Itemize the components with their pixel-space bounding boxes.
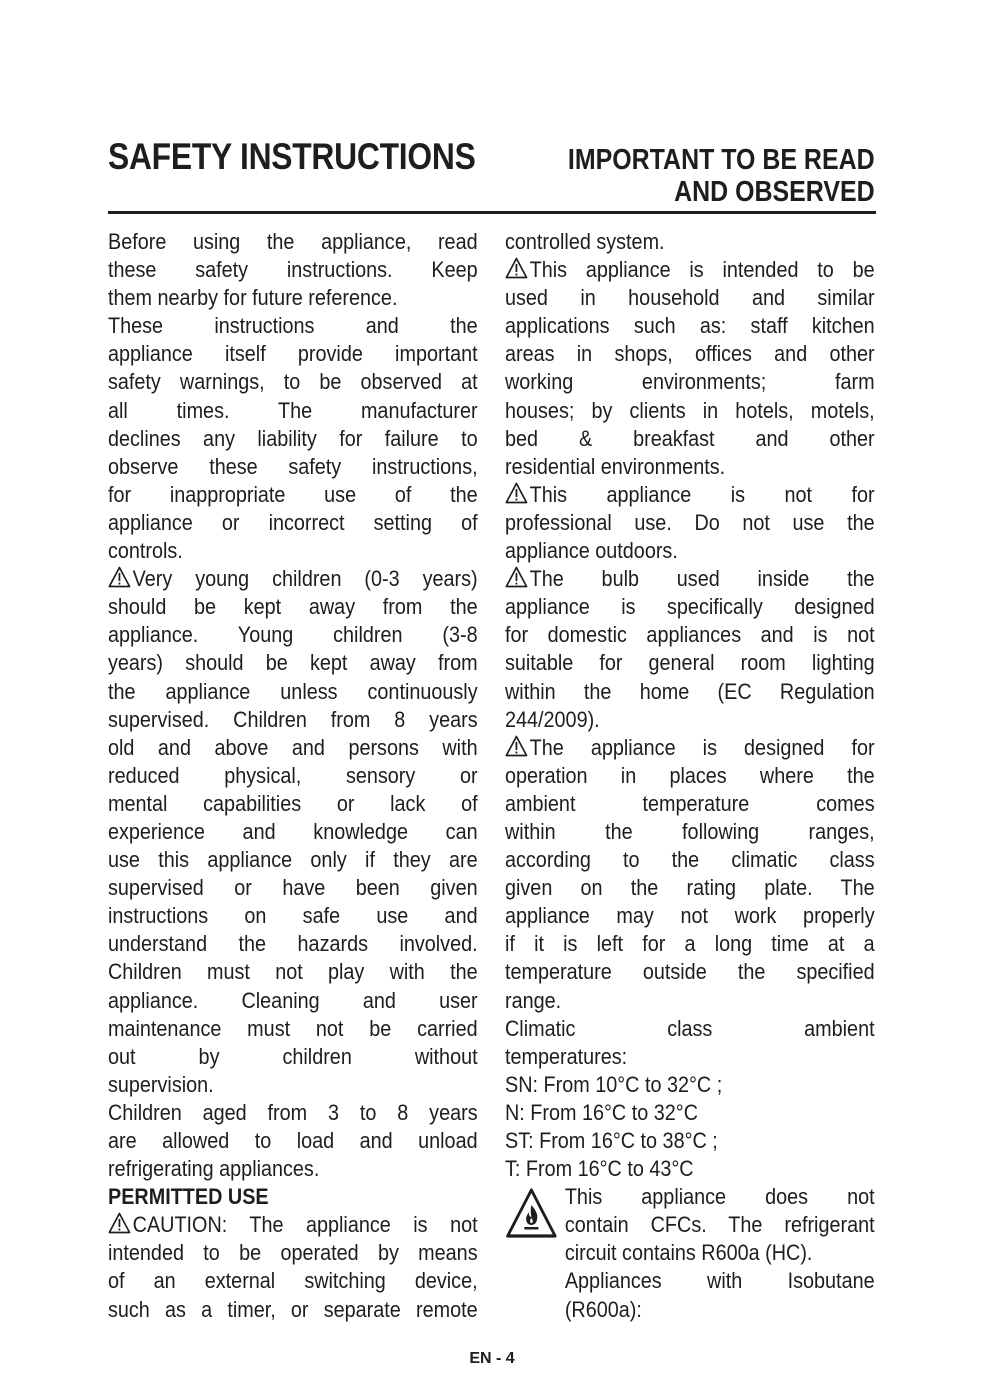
page-subtitle bbox=[568, 144, 875, 208]
warning-icon bbox=[505, 257, 528, 279]
text-line bbox=[108, 312, 478, 340]
text-line bbox=[505, 397, 875, 425]
line-text: all times. The manufacturer bbox=[108, 397, 478, 423]
warning-icon bbox=[505, 735, 528, 757]
text-line bbox=[505, 818, 875, 846]
line-text: The bulb used inside the bbox=[529, 566, 875, 592]
line-text: of an external switching device, bbox=[108, 1268, 478, 1294]
text-line bbox=[505, 874, 875, 902]
line-text: These instructions and the bbox=[108, 313, 478, 339]
line-text: working environments; farm bbox=[505, 369, 875, 395]
line-text: within the following ranges, bbox=[505, 818, 875, 844]
text-line bbox=[505, 649, 875, 677]
text-line bbox=[505, 734, 875, 762]
line-text: controlled system. bbox=[505, 229, 665, 254]
text-line bbox=[505, 1099, 875, 1127]
text-line bbox=[108, 1183, 478, 1211]
line-text: use this appliance only if they are bbox=[108, 847, 478, 873]
text-line bbox=[108, 818, 478, 846]
text-line bbox=[505, 1127, 875, 1155]
text-line bbox=[108, 706, 478, 734]
text-line bbox=[108, 1099, 478, 1127]
line-text: N: From 16°C to 32°C bbox=[505, 1099, 698, 1125]
text-line bbox=[108, 1267, 478, 1295]
text-line bbox=[505, 340, 875, 368]
text-line bbox=[505, 368, 875, 396]
text-line bbox=[108, 1015, 478, 1043]
line-text: controls. bbox=[108, 538, 183, 564]
text-line bbox=[565, 1267, 875, 1295]
line-text: suitable for general room lighting bbox=[505, 650, 875, 676]
line-text: appliance is specifically designed bbox=[505, 594, 875, 620]
line-text: supervised. Children from 8 years bbox=[108, 706, 478, 732]
flammable-notice bbox=[505, 1183, 875, 1323]
text-line bbox=[108, 509, 478, 537]
line-text: years) should be kept away from bbox=[108, 650, 478, 676]
line-text: PERMITTED USE bbox=[108, 1184, 269, 1210]
line-text: bed & breakfast and other bbox=[505, 425, 875, 451]
warning-icon bbox=[505, 482, 528, 504]
line-text: the appliance unless continuously bbox=[108, 678, 478, 704]
paragraph bbox=[108, 228, 478, 312]
text-line bbox=[505, 425, 875, 453]
text-line bbox=[108, 397, 478, 425]
line-text: contain CFCs. The refrigerant bbox=[564, 1212, 875, 1238]
line-text: appliance. Young children (3-8 bbox=[108, 622, 478, 648]
text-line bbox=[505, 762, 875, 790]
line-text: Appliances with Isobutane bbox=[564, 1268, 875, 1294]
paragraph bbox=[108, 312, 478, 565]
text-line bbox=[108, 1043, 478, 1071]
text-line bbox=[108, 565, 478, 593]
line-text: houses; by clients in hotels, motels, bbox=[505, 397, 875, 423]
text-line bbox=[505, 565, 875, 593]
text-line bbox=[505, 987, 875, 1015]
text-line bbox=[505, 1015, 875, 1043]
line-text: within the home (EC Regulation bbox=[505, 678, 875, 704]
line-text: applications such as: staff kitchen bbox=[505, 313, 875, 339]
paragraph bbox=[505, 1155, 875, 1183]
line-text: understand the hazards involved. bbox=[108, 931, 478, 957]
line-text: ambient temperature comes bbox=[505, 790, 875, 816]
text-line bbox=[108, 1071, 478, 1099]
text-line bbox=[108, 453, 478, 481]
line-text: Before using the appliance, read bbox=[108, 229, 478, 254]
text-line bbox=[108, 425, 478, 453]
text-line bbox=[505, 284, 875, 312]
warning-icon bbox=[108, 1212, 131, 1234]
text-line bbox=[108, 649, 478, 677]
line-text: 244/2009). bbox=[505, 706, 600, 732]
paragraph bbox=[108, 1099, 478, 1183]
text-line bbox=[505, 930, 875, 958]
text-line bbox=[108, 790, 478, 818]
line-text: these safety instructions. Keep bbox=[108, 257, 478, 283]
text-line bbox=[565, 1296, 875, 1324]
text-line bbox=[505, 453, 875, 481]
text-line bbox=[565, 1239, 875, 1267]
line-text: out by children without bbox=[108, 1043, 478, 1069]
text-line bbox=[505, 1155, 875, 1183]
text-line bbox=[108, 734, 478, 762]
text-line bbox=[505, 1071, 875, 1099]
line-text: such as a timer, or separate remote bbox=[108, 1296, 478, 1322]
line-text: refrigerating appliances. bbox=[108, 1156, 320, 1182]
text-line bbox=[505, 902, 875, 930]
text-line bbox=[505, 706, 875, 734]
text-line bbox=[505, 593, 875, 621]
line-text: Children must not play with the bbox=[108, 959, 478, 985]
text-line bbox=[108, 678, 478, 706]
line-text: declines any liability for failure to bbox=[108, 425, 478, 451]
text-line bbox=[108, 1127, 478, 1155]
paragraph bbox=[505, 1099, 875, 1127]
text-line bbox=[505, 509, 875, 537]
section-heading bbox=[108, 1183, 478, 1211]
line-text: Very young children (0-3 years) bbox=[132, 566, 478, 592]
text-line bbox=[108, 593, 478, 621]
line-text: mental capabilities or lack of bbox=[108, 790, 478, 816]
text-line bbox=[108, 340, 478, 368]
text-line bbox=[108, 481, 478, 509]
text-line bbox=[505, 481, 875, 509]
text-line bbox=[108, 284, 478, 312]
text-line bbox=[108, 1155, 478, 1183]
line-text: This appliance does not bbox=[564, 1184, 875, 1210]
line-text: appliance outdoors. bbox=[505, 538, 678, 564]
text-line bbox=[108, 256, 478, 284]
line-text: SN: From 10°C to 32°C ; bbox=[505, 1071, 723, 1097]
line-text: supervised or have been given bbox=[108, 875, 478, 901]
line-text: given on the rating plate. The bbox=[505, 875, 875, 901]
paragraph bbox=[505, 1071, 875, 1099]
line-text: Children aged from 3 to 8 years bbox=[108, 1099, 478, 1125]
paragraph bbox=[505, 228, 875, 256]
line-text: should be kept away from the bbox=[108, 594, 478, 620]
text-line bbox=[505, 621, 875, 649]
line-text: appliance. Cleaning and user bbox=[108, 987, 478, 1013]
line-text: This appliance is intended to be bbox=[529, 257, 875, 283]
line-text: ST: From 16°C to 38°C ; bbox=[505, 1128, 718, 1153]
paragraph bbox=[505, 481, 875, 565]
text-line bbox=[108, 368, 478, 396]
text-line bbox=[505, 790, 875, 818]
left-column bbox=[108, 228, 478, 1324]
text-line bbox=[108, 987, 478, 1015]
line-text: reduced physical, sensory or bbox=[108, 762, 478, 788]
page-title: SAFETY INSTRUCTIONS bbox=[108, 136, 476, 177]
line-text: appliance itself provide important bbox=[108, 341, 478, 367]
text-line bbox=[505, 846, 875, 874]
line-text: used in household and similar bbox=[505, 285, 875, 311]
text-line bbox=[505, 537, 875, 565]
text-line bbox=[505, 1043, 875, 1071]
paragraph bbox=[505, 1015, 875, 1071]
line-text: The appliance is designed for bbox=[529, 734, 875, 760]
paragraph bbox=[505, 565, 875, 734]
text-line bbox=[108, 228, 478, 256]
line-text: intended to be operated by means bbox=[108, 1240, 478, 1266]
line-text: appliance or incorrect setting of bbox=[108, 509, 478, 535]
text-line bbox=[108, 1296, 478, 1324]
line-text: are allowed to load and unload bbox=[108, 1128, 478, 1153]
line-text: according to the climatic class bbox=[505, 847, 875, 873]
text-line bbox=[505, 228, 875, 256]
paragraph bbox=[505, 734, 875, 1015]
line-text: if it is left for a long time at a bbox=[505, 931, 875, 957]
header-rule bbox=[108, 211, 876, 214]
line-text: appliance may not work properly bbox=[505, 903, 875, 929]
line-text: them nearby for future reference. bbox=[108, 285, 398, 311]
line-text: T: From 16°C to 43°C bbox=[505, 1156, 694, 1182]
line-text: This appliance is not for bbox=[529, 481, 875, 507]
text-line bbox=[108, 874, 478, 902]
text-line bbox=[108, 930, 478, 958]
line-text: safety warnings, to be observed at bbox=[108, 369, 478, 395]
line-text: residential environments. bbox=[505, 453, 726, 479]
text-line bbox=[505, 312, 875, 340]
line-text: CAUTION: The appliance is not bbox=[132, 1212, 478, 1238]
text-line bbox=[565, 1211, 875, 1239]
page-number: EN - 4 bbox=[469, 1350, 515, 1367]
text-line bbox=[565, 1183, 875, 1211]
subtitle-line-1: IMPORTANT TO BE READ bbox=[568, 144, 875, 176]
paragraph bbox=[108, 1211, 478, 1323]
text-line bbox=[108, 902, 478, 930]
text-line bbox=[108, 958, 478, 986]
subtitle-line-2: AND OBSERVED bbox=[674, 176, 875, 208]
text-line bbox=[108, 1211, 478, 1239]
line-text: for domestic appliances and is not bbox=[505, 622, 875, 648]
line-text: areas in shops, offices and other bbox=[505, 341, 875, 367]
line-text: old and above and persons with bbox=[108, 734, 478, 760]
text-line bbox=[505, 678, 875, 706]
line-text: for inappropriate use of the bbox=[108, 481, 478, 507]
paragraph bbox=[505, 1127, 875, 1155]
text-line bbox=[108, 621, 478, 649]
paragraph bbox=[108, 565, 478, 1099]
line-text: instructions on safe use and bbox=[108, 903, 478, 929]
line-text: temperatures: bbox=[505, 1043, 628, 1069]
line-text: temperature outside the specified bbox=[505, 959, 875, 985]
warning-icon bbox=[108, 566, 131, 588]
line-text: experience and knowledge can bbox=[108, 818, 478, 844]
paragraph bbox=[505, 256, 875, 481]
line-text: range. bbox=[505, 987, 562, 1013]
text-line bbox=[108, 1239, 478, 1267]
line-text: circuit contains R600a (HC). bbox=[564, 1240, 813, 1266]
text-line bbox=[108, 762, 478, 790]
line-text: professional use. Do not use the bbox=[505, 509, 875, 535]
text-line bbox=[108, 537, 478, 565]
right-column bbox=[505, 228, 875, 1324]
line-text: operation in places where the bbox=[505, 762, 875, 788]
warning-icon bbox=[505, 566, 528, 588]
flammable-warning-icon bbox=[505, 1187, 558, 1239]
line-text: Climatic class ambient bbox=[505, 1015, 875, 1041]
text-line bbox=[108, 846, 478, 874]
line-text: observe these safety instructions, bbox=[108, 453, 478, 479]
text-line bbox=[505, 256, 875, 284]
line-text: (R600a): bbox=[564, 1296, 642, 1322]
line-text: supervision. bbox=[108, 1071, 214, 1097]
text-line bbox=[505, 958, 875, 986]
line-text: maintenance must not be carried bbox=[108, 1015, 478, 1041]
